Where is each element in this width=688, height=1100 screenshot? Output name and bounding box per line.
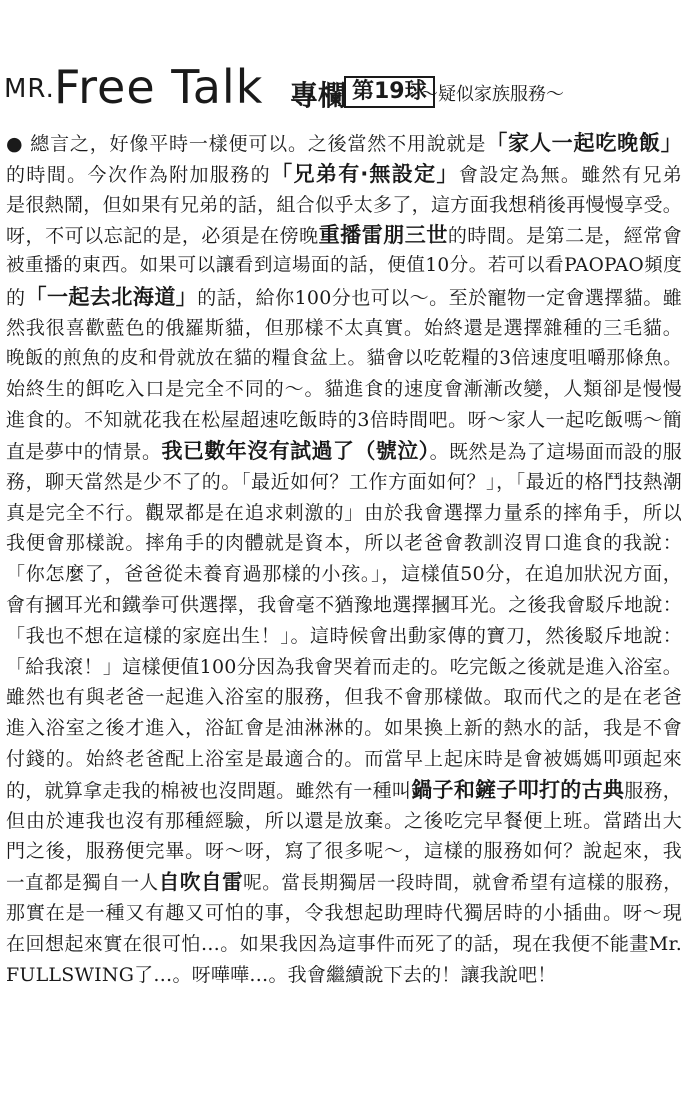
text-line (6, 867, 682, 898)
header-free-talk-title: Free Talk (54, 60, 264, 114)
text-segment: 的時間。今次作為附加服務的 (6, 163, 272, 186)
text-line (6, 313, 682, 344)
text-line (6, 836, 682, 867)
text-segment: 然我很喜歡藍色的俄羅斯貓，但那樣不太真實。始終還是選擇雜種的三毛貓。 (6, 316, 682, 339)
text-segment: 進食的。不知就花我在松屋超速吃飯時的3倍時間吧。呀〜家人一起吃飯嗎〜簡 (6, 409, 682, 432)
column-header (2, 60, 686, 112)
text-segment: 。既然是為了這場面而設的服 (429, 440, 682, 463)
text-line (6, 528, 682, 559)
emphasized-text: 「一起去北海道」 (25, 284, 198, 309)
text-segment: 門之後，服務便完畢。呀〜呀，寫了很多呢〜，這樣的服務如何？說起來，我 (6, 840, 682, 863)
text-segment: 被重播的東西。如果可以讓看到這場面的話，便值10分。若可以看PAOPAO頻度 (6, 255, 682, 277)
text-segment: 在回想起來實在很可怕…。如果我因為這事件而死了的話，現在我便不能畫Mr. (6, 932, 682, 955)
text-segment: 那實在是一種又有趣又可怕的事，令我想起助理時代獨居時的小插曲。呀〜現 (6, 901, 682, 924)
article-body (6, 128, 682, 990)
issue-number-box: 第19球 (344, 76, 435, 108)
emphasized-text: 「家人一起吃晚飯」 (486, 131, 682, 155)
text-line (6, 282, 682, 313)
text-line (6, 682, 682, 713)
text-line (6, 806, 682, 837)
text-segment: 服務， (624, 779, 682, 802)
text-line (6, 929, 682, 960)
text-segment: 呢。當長期獨居一段時間，就會希望有這樣的服務， (243, 873, 682, 895)
text-segment: 的話，給你100分也可以〜。至於寵物一定會選擇貓。雖 (197, 286, 682, 309)
text-segment: 的時間。是第二是，經常會 (447, 225, 682, 248)
text-line (6, 621, 682, 652)
text-segment: 會設定為無。雖然有兄弟 (458, 163, 682, 186)
text-segment: 付錢的。始終老爸配上浴室是最適合的。而當早上起床時是會被媽媽叩頭起來 (6, 747, 682, 770)
text-line (6, 344, 682, 375)
text-line (6, 744, 682, 775)
text-line (6, 128, 682, 159)
text-line (6, 220, 682, 251)
header-subtitle: 〜疑似家族服務〜 (420, 84, 564, 105)
text-line (6, 559, 682, 590)
text-segment: 始終生的餌吃入口是完全不同的〜。貓進食的速度會漸漸改變，人類卻是慢慢 (6, 378, 682, 401)
header-column-label: 專欄 (290, 79, 347, 112)
text-segment: 呀，不可以忘記的是，必須是在傍晚 (6, 225, 319, 248)
text-line (6, 590, 682, 621)
text-line (6, 775, 682, 806)
text-line (6, 159, 682, 190)
text-line (6, 898, 682, 929)
text-line (6, 960, 682, 991)
text-line (6, 713, 682, 744)
text-segment: 但由於連我也沒有那種經驗，所以還是放棄。之後吃完早餐便上班。當踏出大 (6, 809, 682, 832)
text-line (6, 405, 682, 436)
emphasized-text: 自吹自雷 (158, 870, 244, 895)
emphasized-text: 重播雷朋三世 (318, 223, 448, 248)
text-line (6, 436, 682, 467)
text-line (6, 374, 682, 405)
text-segment: 進入浴室之後才進入，浴缸會是油淋淋的。如果換上新的熱水的話，我是不會 (6, 717, 682, 740)
text-line (6, 190, 682, 221)
text-segment: 雖然也有與老爸一起進入浴室的服務，但我不會那樣做。取而代之的是在老爸 (6, 686, 682, 709)
text-segment: ● 總言之，好像平時一樣便可以。之後當然不用說就是 (6, 133, 487, 155)
text-segment: 真是完全不行。觀眾都是在追求刺激的」由於我會選擇力量系的摔角手，所以 (6, 501, 682, 524)
text-segment: 一直都是獨自一人 (6, 873, 159, 895)
emphasized-text: 我已數年沒有試過了（號泣） (161, 438, 430, 463)
text-segment: 的，就算拿走我的棉被也沒問題。雖然有一種叫 (6, 779, 412, 802)
emphasized-text: 鍋子和鏟子叩打的古典 (411, 777, 625, 802)
text-line (6, 498, 682, 529)
text-segment: 是很熱鬧，但如果有兄弟的話，組合似乎太多了，這方面我想稍後再慢慢享受。 (6, 193, 682, 216)
text-segment: 會有摑耳光和鐵拳可供選擇，我會毫不猶豫地選擇摑耳光。之後我會駁斥地說： (6, 593, 682, 616)
text-segment: 「我也不想在這樣的家庭出生！」。這時候會出動家傳的寶刀，然後駁斥地說： (6, 624, 682, 647)
header-mr: MR. (4, 74, 55, 104)
text-segment: 「你怎麼了，爸爸從未養育過那樣的小孩。」，這樣值50分，在追加狀況方面， (6, 563, 682, 586)
text-segment: 務，聊天當然是少不了的。「最近如何？工作方面如何？」，「最近的格鬥技熱潮 (6, 470, 682, 493)
text-segment: 直是夢中的情景。 (6, 440, 162, 463)
text-line (6, 467, 682, 498)
text-line (6, 652, 682, 683)
text-segment: 的 (6, 286, 26, 309)
text-segment: FULLSWING了…。呀嘩嘩…。我會繼續說下去的！讓我說吧！ (6, 963, 557, 986)
text-line (6, 251, 682, 282)
emphasized-text: 「兄弟有‧無設定」 (271, 161, 459, 186)
text-segment: 我便會那樣說。摔角手的肉體就是資本，所以老爸會教訓沒胃口進食的我說： (6, 532, 682, 555)
text-segment: 晚飯的煎魚的皮和骨就放在貓的糧食盆上。貓會以吃乾糧的3倍速度咀嚼那條魚。 (6, 347, 682, 369)
text-segment: 「給我滾！」這樣便值100分因為我會哭着而走的。吃完飯之後就是進入浴室。 (6, 655, 682, 678)
